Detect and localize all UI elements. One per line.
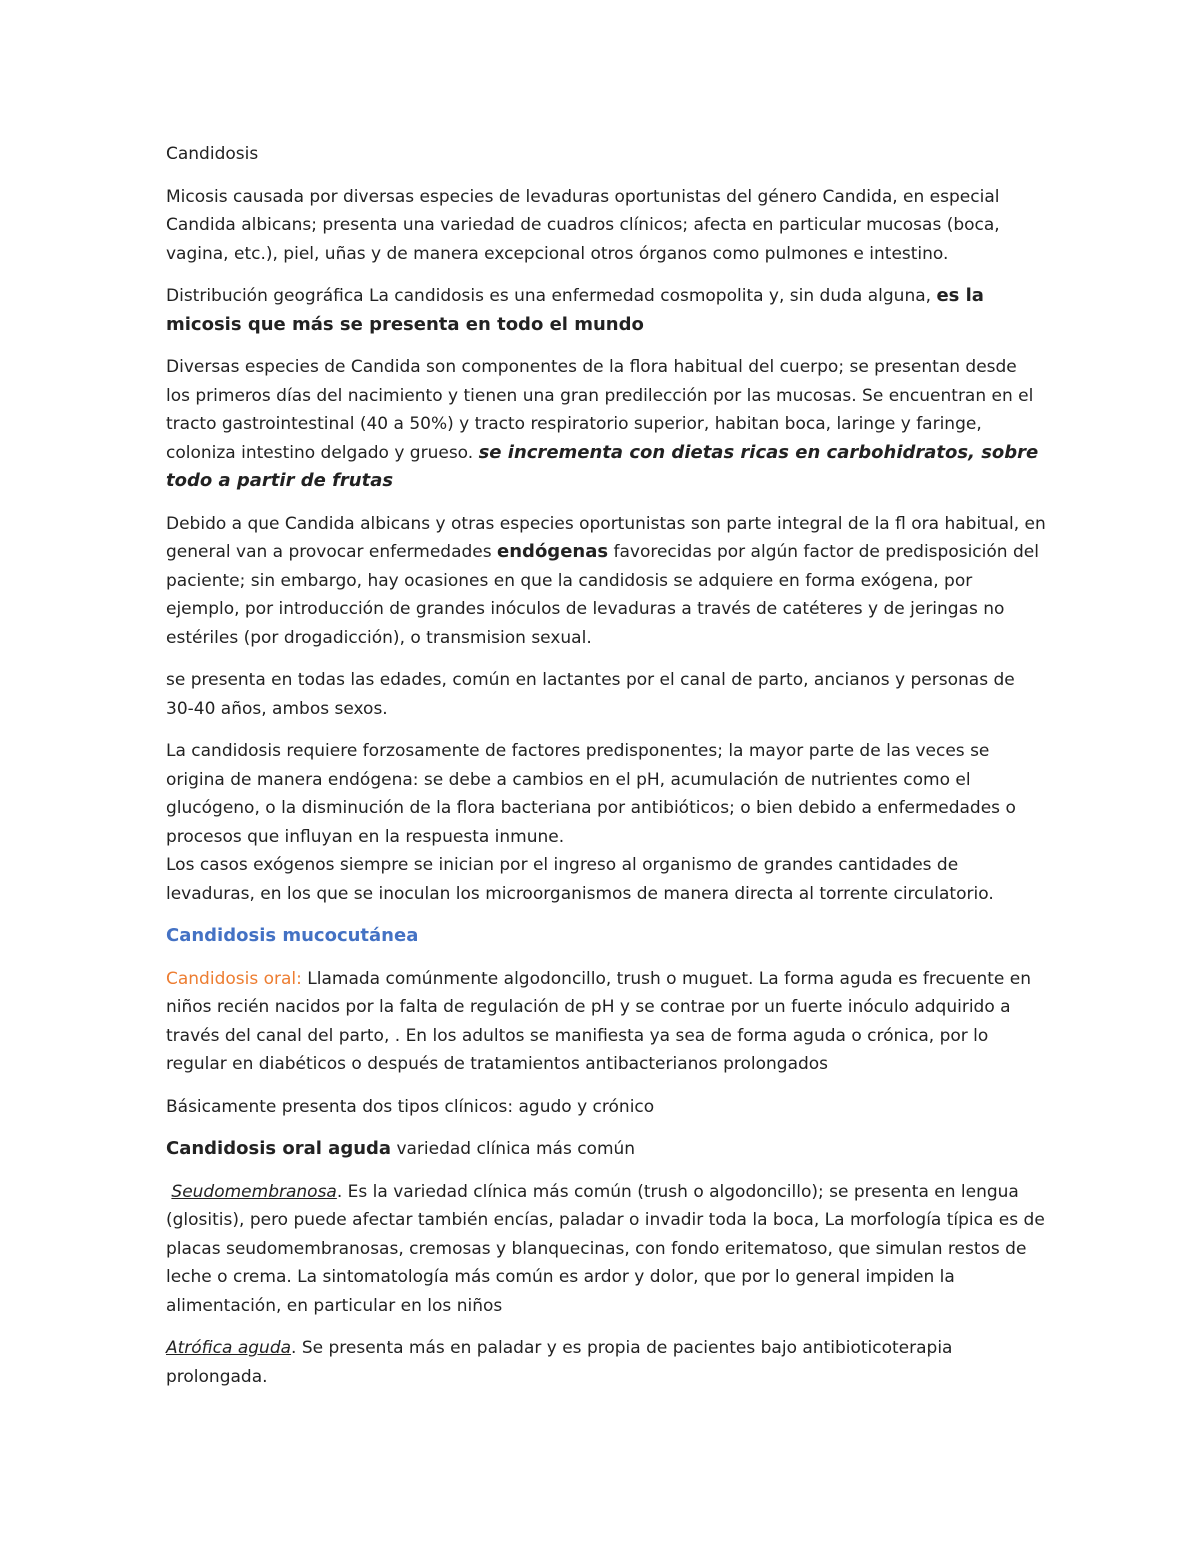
atrophic-text: . Se presenta más en paladar y es propia de pacientes bajo antibioticoterapia prolongada.	[166, 1338, 953, 1387]
pseudomembranous-paragraph	[166, 1178, 1046, 1321]
flora-text: Diversas especies de Candida son componentes de la flora habitual del cuerpo; se presentan desde los primeros días del nacimiento y tienen una gran predilección por las mucosas. Se encuentran en el tracto gastrointestinal (40 a 50%) y tracto respiratorio superior, habitan boca, laringe y faringe, coloniza intestino delgado y grueso.	[166, 357, 1034, 463]
flora-paragraph	[166, 353, 1046, 496]
endogenous-paragraph	[166, 510, 1046, 653]
endogenous-text-a: Debido a que Candida albicans y otras especies oportunistas son parte integral de la fl ora habitual, en general van a provocar enfermedades	[166, 513, 1046, 562]
mucocutaneous-heading: Candidosis mucocutánea	[166, 925, 419, 946]
oral-text: Llamada comúnmente algodoncillo, trush o muguet. La forma aguda es frecuente en niños recién nacidos por la falta de regulación de pH y se contrae por un fuerte inóculo adquirido a través del canal del parto, . En los adultos se manifiesta ya sea de forma aguda o crónica, por lo regular en diabéticos o después de tratamientos antibacterianos prolongados	[166, 968, 1032, 1074]
flora-bold-italic: se incrementa con dietas ricas en carbohidratos, sobre todo a partir de frutas	[166, 441, 1039, 491]
pseudomembranous-label: Seudomembranosa	[171, 1181, 337, 1202]
types-paragraph: Básicamente presenta dos tipos clínicos: agudo y crónico	[166, 1096, 655, 1117]
atrophic-label: Atrófica aguda	[166, 1338, 292, 1358]
acute-paragraph	[166, 1135, 1046, 1164]
acute-text: variedad clínica más común	[396, 1139, 636, 1159]
predisposing-paragraph: La candidosis requiere forzosamente de factores predisponentes; la mayor parte de las veces se origina de manera endógena: se debe a cambios en el pH, acumulación de nutrientes como el glucógeno, o la disminución de la flora bacteriana por antibióticos; o bien debido a enfermedades o procesos que influyan en la respuesta inmune.	[166, 741, 1016, 847]
distribution-bold: es la micosis que más se presenta en todo el mundo	[166, 285, 984, 335]
doc-title: Candidosis	[166, 144, 259, 164]
endogenous-text-b: favorecidas por algún factor de predisposición del paciente; sin embargo, hay ocasiones en que la candidosis se adquiere en forma exógena, por ejemplo, por introducción de grandes inóculos de levaduras a través de catéteres y de jeringas no estériles (por drogadicción), o transmision sexual.	[166, 542, 1039, 648]
distribution-paragraph	[166, 282, 1046, 339]
document-page	[166, 140, 1046, 1405]
exogenous-paragraph: Los casos exógenos siempre se inician por el ingreso al organismo de grandes cantidades de levaduras, en los que se inoculan los microorganismos de manera directa al torrente circulatorio.	[166, 855, 994, 904]
oral-label: Candidosis oral:	[166, 968, 302, 989]
acute-bold: Candidosis oral aguda	[166, 1138, 392, 1159]
endogenous-bold: endógenas	[497, 541, 609, 562]
pseudomembranous-text: . Es la variedad clínica más común (trush o algodoncillo); se presenta en lengua (glositis), pero puede afectar también encías, paladar o invadir toda la boca, La morfología típica es de placas seudomembranosas, cremosas y blanquecinas, con fondo eritematoso, que simulan restos de leche o crema. La sintomatología más común es ardor y dolor, que por lo general impiden la alimentación, en particular en los niños	[166, 1181, 1045, 1316]
atrophic-paragraph	[166, 1334, 1046, 1391]
ages-paragraph: se presenta en todas las edades, común en lactantes por el canal de parto, ancianos y personas de 30-40 años, ambos sexos.	[166, 670, 1015, 719]
distribution-text: Distribución geográfica La candidosis es una enfermedad cosmopolita y, sin duda alguna,	[166, 286, 932, 306]
intro-paragraph: Micosis causada por diversas especies de levaduras oportunistas del género Candida, en especial Candida albicans; presenta una variedad de cuadros clínicos; afecta en particular mucosas (boca, vagina, etc.), piel, uñas y de manera excepcional otros órganos como pulmones e intestino.	[166, 186, 1000, 264]
oral-paragraph	[166, 965, 1046, 1079]
